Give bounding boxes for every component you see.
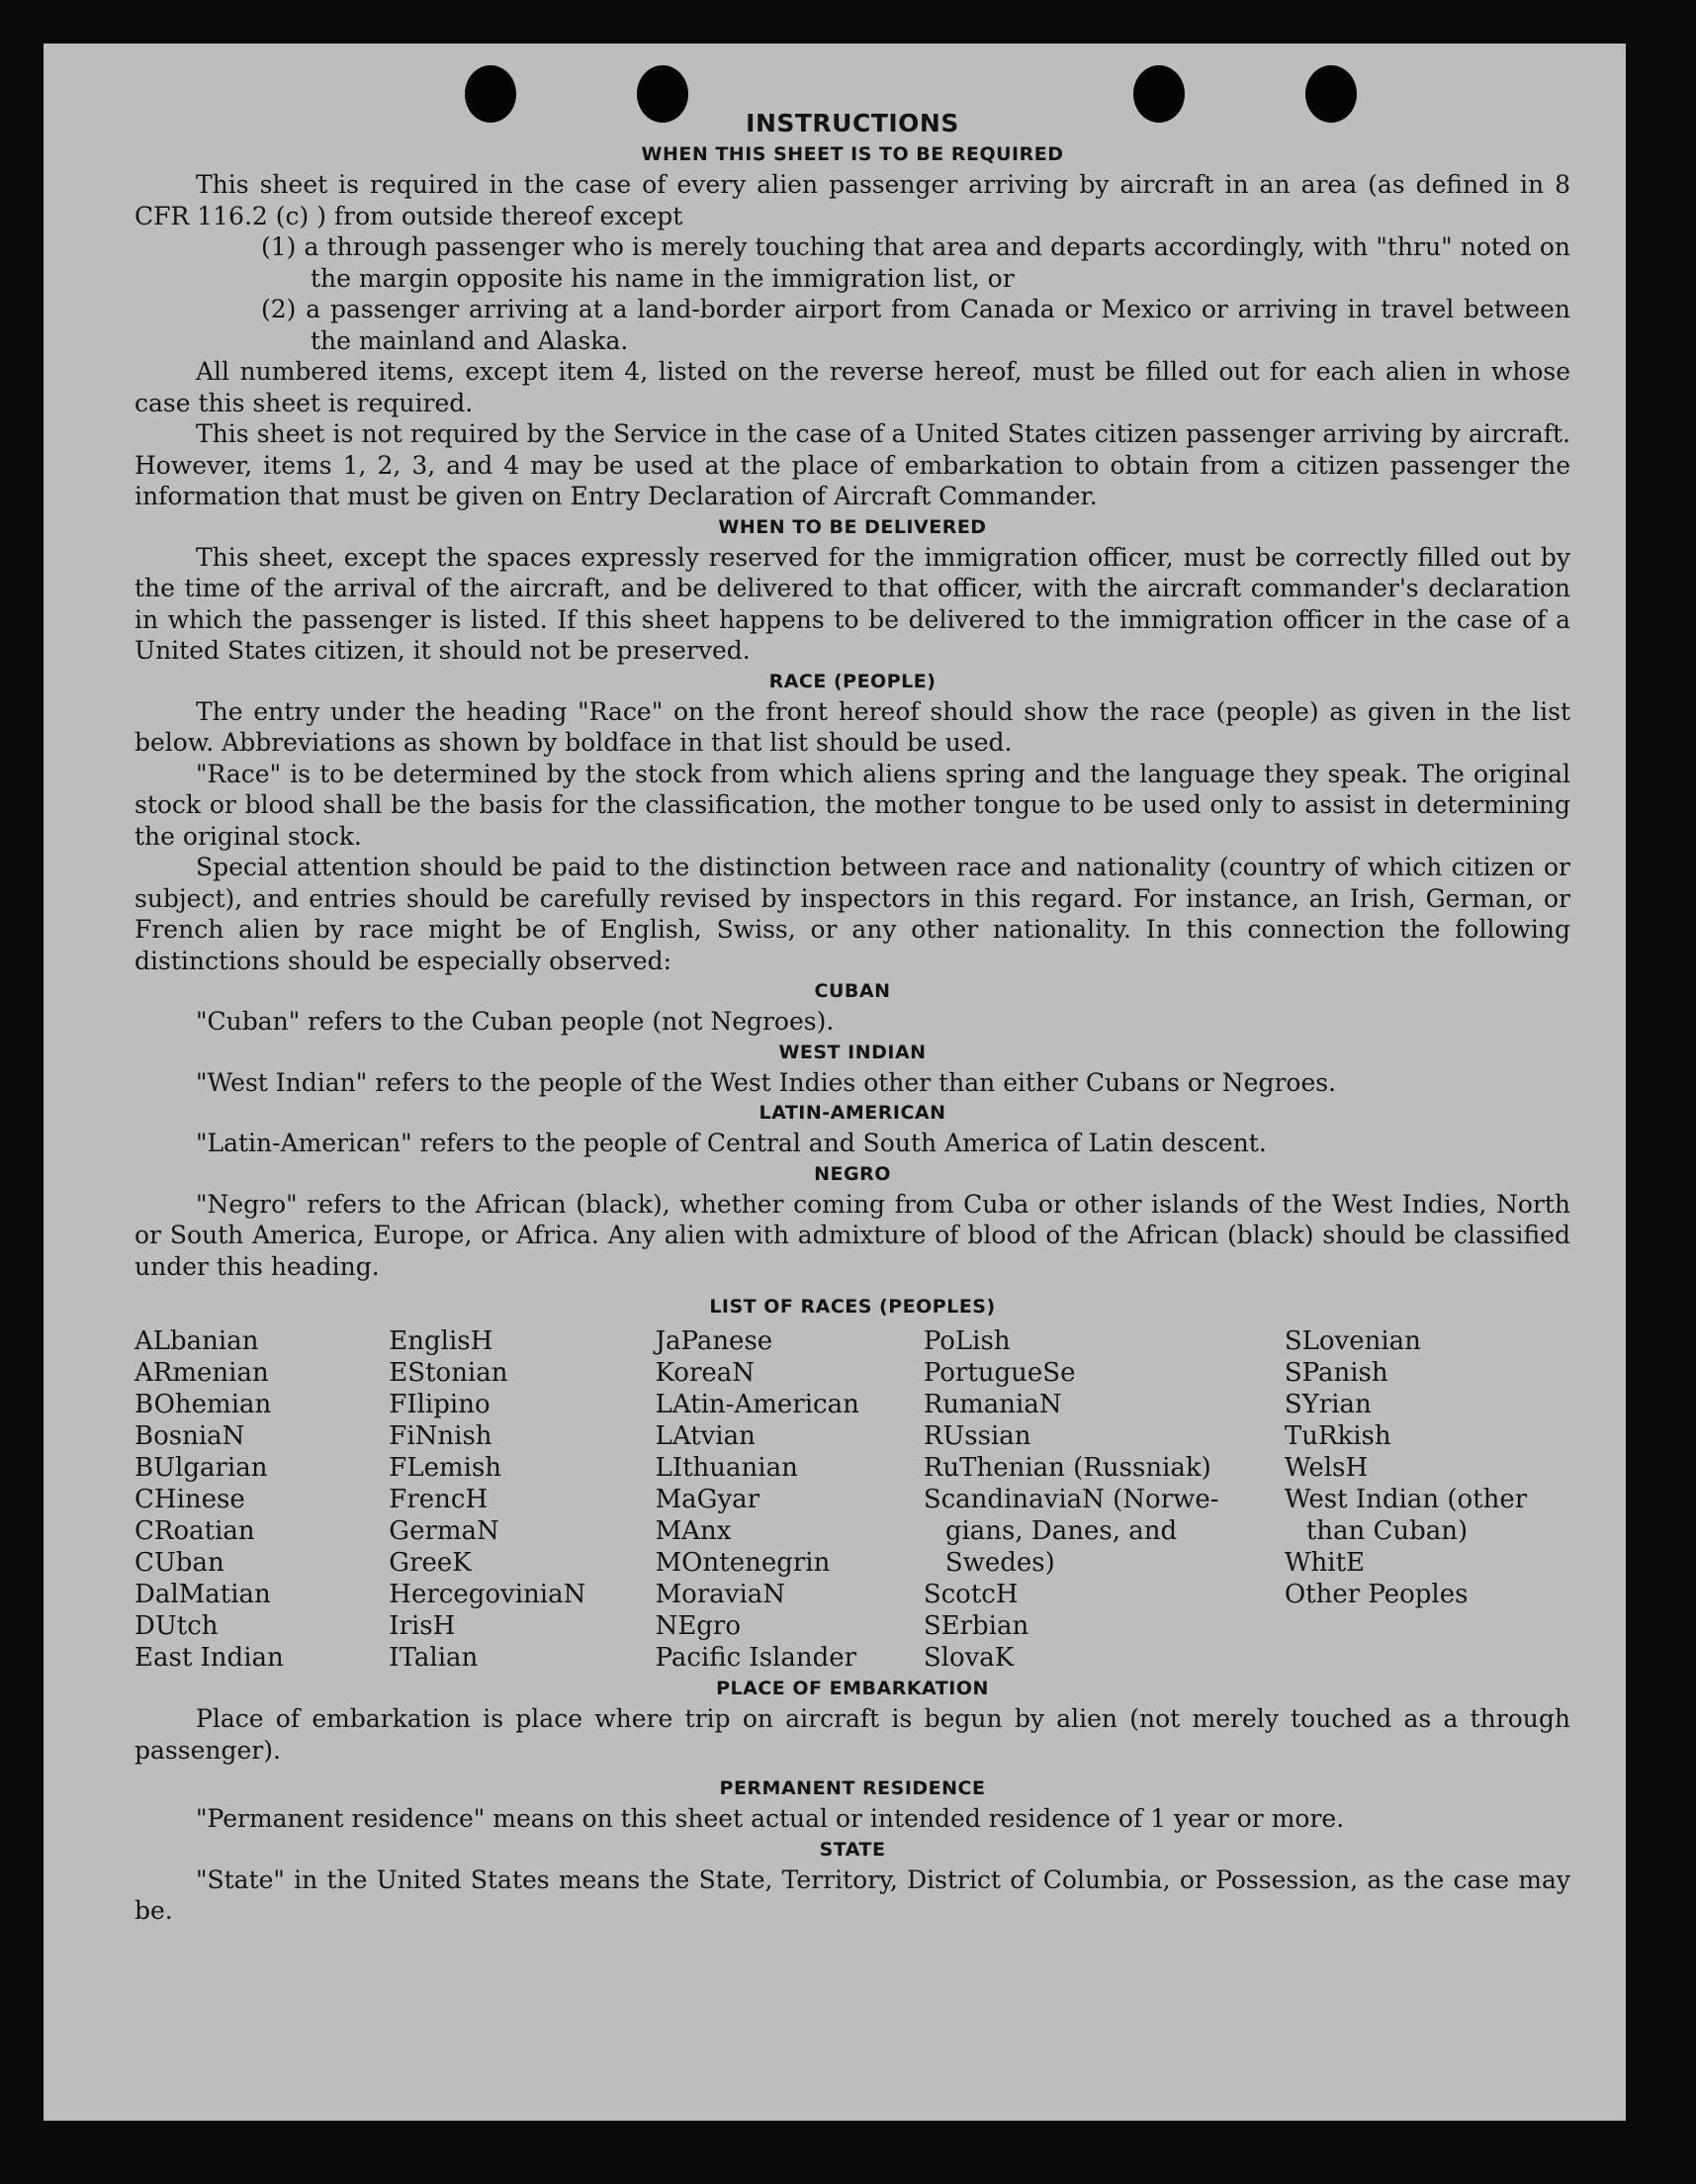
races-column — [656, 1325, 924, 1674]
race-entry: BUlgarian — [134, 1453, 268, 1483]
section-heading-list-of-races: LIST OF RACES (PEOPLES) — [709, 1296, 996, 1318]
paragraph: All numbered items, except item 4, listed on the reverse hereof, must be filled out for each alien in whose case this sheet is required. — [134, 357, 1570, 417]
race-entry: GermaN — [389, 1516, 499, 1546]
race-entry: West Indian (other — [1284, 1485, 1528, 1514]
race-entry: KoreaN — [655, 1358, 756, 1388]
race-entry: PortugueSe — [923, 1358, 1076, 1388]
paragraph: The entry under the heading "Race" on the front hereof should show the race (people) as given in the list below. Abbreviations as shown by boldface in that list should be used. — [134, 696, 1570, 757]
race-entry: ScotcH — [923, 1580, 1019, 1609]
punch-hole — [637, 65, 688, 123]
races-column — [924, 1325, 1285, 1674]
race-entry: LAtvian — [655, 1421, 756, 1451]
race-entry: SPanish — [1284, 1358, 1388, 1388]
race-entry: ARmenian — [134, 1358, 269, 1388]
paragraph: Special attention should be paid to the distinction between race and nationality (country of which citizen or subject), and entries should be carefully revised by inspectors in this regard. For instance, an Irish, German, or French alien by race might be of English, Swiss, or any other nationality. In this connection the following distinctions should be especially observed: — [134, 853, 1570, 975]
race-entry: DUtch — [134, 1611, 219, 1641]
race-entry: gians, Danes, and — [944, 1516, 1178, 1546]
race-entry: FrencH — [389, 1485, 489, 1514]
section-heading-embarkation: PLACE OF EMBARKATION — [716, 1678, 989, 1699]
race-entry: HercegoviniaN — [389, 1580, 586, 1609]
race-entry: CUban — [134, 1548, 224, 1578]
section-heading-cuban: CUBAN — [814, 980, 891, 1002]
paragraph: Place of embarkation is place where trip on aircraft is begun by alien (not merely touched as a through passenger). — [134, 1704, 1570, 1765]
list-item: (1) a through passenger who is merely touching that area and departs accordingly, with "thru" noted on the margin opposite his name in the immigration list, or — [261, 232, 1570, 293]
races-column — [1285, 1325, 1570, 1674]
race-entry: SYrian — [1284, 1390, 1372, 1419]
race-entry: RuThenian (Russniak) — [923, 1453, 1211, 1483]
race-entry: SErbian — [923, 1611, 1029, 1641]
race-entry: Other Peoples — [1284, 1580, 1469, 1609]
race-entry: CHinese — [134, 1485, 245, 1514]
paragraph: This sheet is required in the case of every alien passenger arriving by aircraft in an area (as defined in 8 CFR 116.2 (c) ) from outside thereof except — [134, 170, 1570, 230]
section-heading-when-delivered: WHEN TO BE DELIVERED — [718, 515, 987, 538]
race-entry: TuRkish — [1284, 1421, 1391, 1451]
document-sheet — [44, 44, 1626, 2121]
race-entry: FiNnish — [389, 1421, 492, 1451]
race-entry: CRoatian — [134, 1516, 255, 1546]
list-item: (2) a passenger arriving at a land-border airport from Canada or Mexico or arriving in travel between the mainland and Alaska. — [261, 295, 1570, 355]
paragraph: This sheet is not required by the Service in the case of a United States citizen passenger arriving by aircraft. However, items 1, 2, 3, and 4 may be used at the place of embarkation to obtain from a citizen passenger the information that must be given on Entry Declaration of Aircraft Commander. — [134, 419, 1570, 510]
paragraph: "Latin-American" refers to the people of Central and South America of Latin descent. — [196, 1129, 1267, 1157]
race-entry: WhitE — [1284, 1548, 1366, 1578]
page-title: INSTRUCTIONS — [746, 109, 959, 137]
paragraph: This sheet, except the spaces expressly reserved for the immigration officer, must be correctly filled out by the time of the arrival of the aircraft, and be delivered to that officer, with the aircraft commander's declaration in which the passenger is listed. If this sheet happens to be delivered to the immigration officer in the case of a United States citizen, it should not be preserved. — [134, 542, 1570, 665]
paragraph: "Negro" refers to the African (black), whether coming from Cuba or other islands of the West Indies, North or South America, Europe, or Africa. Any alien with admixture of blood of the African (black) should be classified under this heading. — [134, 1189, 1570, 1281]
races-list — [134, 1325, 1570, 1674]
race-entry: ALbanian — [134, 1326, 259, 1356]
punch-hole — [1133, 65, 1185, 123]
race-entry: JaPanese — [655, 1326, 773, 1356]
race-entry: MoraviaN — [655, 1580, 786, 1609]
races-column — [389, 1325, 655, 1674]
race-entry: ITalian — [389, 1643, 479, 1673]
race-entry: LIthuanian — [655, 1453, 798, 1483]
races-column — [134, 1325, 389, 1674]
paragraph: "West Indian" refers to the people of the West Indies other than either Cubans or Negroes. — [196, 1067, 1337, 1097]
section-heading-residence: PERMANENT RESIDENCE — [719, 1777, 986, 1799]
race-entry: BosniaN — [134, 1421, 245, 1451]
race-entry: ScandinaviaN (Norwe- — [923, 1485, 1219, 1514]
paragraph: "Race" is to be determined by the stock from which aliens spring and the language they speak. The original stock or blood shall be the basis for the classification, the mother tongue to be used only to assist in determining the original stock. — [134, 759, 1570, 851]
section-heading-west-indian: WEST INDIAN — [778, 1041, 927, 1063]
race-entry: GreeK — [389, 1548, 472, 1578]
paragraph: "State" in the United States means the State, Territory, District of Columbia, or Possession, as the case may be. — [134, 1865, 1570, 1925]
section-heading-race: RACE (PEOPLE) — [768, 670, 937, 692]
punch-hole — [1305, 65, 1357, 123]
race-entry: LAtin-American — [655, 1390, 859, 1419]
race-entry: MAnx — [655, 1516, 732, 1546]
race-entry: FLemish — [389, 1453, 502, 1483]
race-entry: SLovenian — [1284, 1326, 1421, 1356]
punch-hole — [465, 65, 516, 123]
paragraph: "Cuban" refers to the Cuban people (not Negroes). — [196, 1007, 835, 1036]
section-heading-negro: NEGRO — [814, 1162, 891, 1185]
section-heading-state: STATE — [819, 1838, 886, 1861]
race-entry: than Cuban) — [1305, 1516, 1469, 1546]
race-entry: Swedes) — [944, 1548, 1055, 1578]
section-heading-when-required: WHEN THIS SHEET IS TO BE REQUIRED — [641, 143, 1064, 165]
section-heading-latin-american: LATIN-AMERICAN — [759, 1102, 946, 1124]
race-entry: East Indian — [134, 1643, 284, 1673]
race-entry: Pacific Islander — [655, 1643, 857, 1673]
race-entry: DalMatian — [134, 1580, 271, 1609]
race-entry: WelsH — [1284, 1453, 1369, 1483]
race-entry: NEgro — [655, 1611, 742, 1641]
race-entry: MOntenegrin — [655, 1548, 831, 1578]
race-entry: PoLish — [923, 1326, 1011, 1356]
race-entry: BOhemian — [134, 1390, 272, 1419]
race-entry: EnglisH — [389, 1326, 493, 1356]
race-entry: RumaniaN — [923, 1390, 1062, 1419]
race-entry: RUssian — [923, 1421, 1031, 1451]
paragraph: "Permanent residence" means on this sheet actual or intended residence of 1 year or more. — [196, 1804, 1345, 1833]
race-entry: FIlipino — [389, 1390, 491, 1419]
race-entry: EStonian — [389, 1358, 508, 1388]
race-entry: SlovaK — [923, 1643, 1015, 1673]
race-entry: IrisH — [389, 1611, 456, 1641]
race-entry: MaGyar — [655, 1485, 760, 1514]
